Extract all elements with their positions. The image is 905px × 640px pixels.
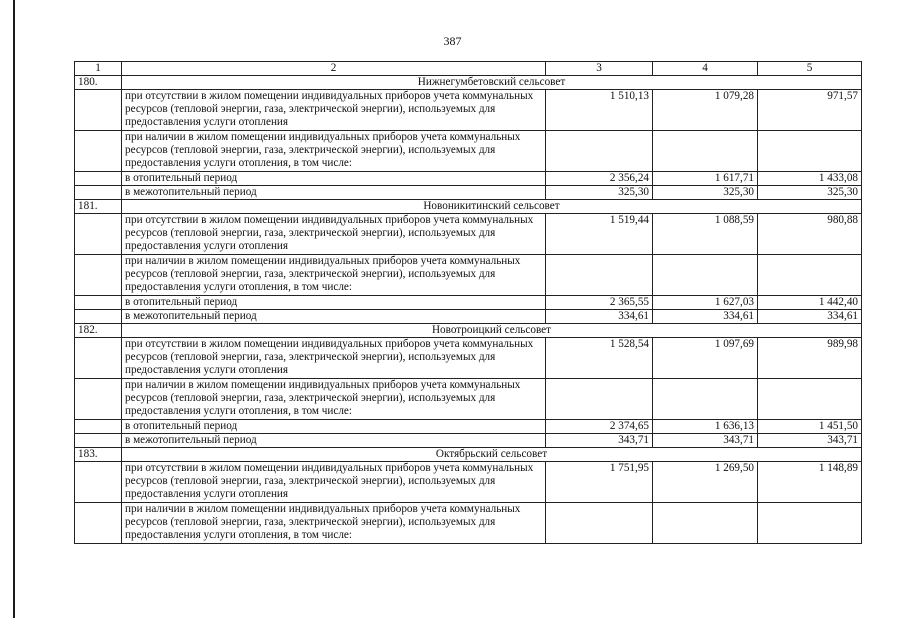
table-row — [75, 338, 862, 379]
table-row — [75, 503, 862, 544]
row-description: в межотопительный период — [122, 310, 546, 324]
value-col-4 — [653, 255, 758, 296]
row-number-cell — [75, 296, 122, 310]
row-number-cell — [75, 172, 122, 186]
row-description: при наличии в жилом помещении индивидуальных приборов учета коммунальных ресурсов (тепловой энергии, газа, электрической энергии), используемых для предоставления услуги отопления, в том числе: — [122, 379, 546, 420]
table-row — [75, 214, 862, 255]
scan-edge-rule — [13, 0, 15, 618]
value-col-5: 325,30 — [758, 186, 862, 200]
header-cell-4: 4 — [653, 62, 758, 76]
value-col-3 — [546, 131, 653, 172]
value-col-3 — [546, 255, 653, 296]
table-row — [75, 310, 862, 324]
value-col-4: 325,30 — [653, 186, 758, 200]
value-col-3: 2 365,55 — [546, 296, 653, 310]
section-number: 183. — [75, 448, 122, 462]
row-number-cell — [75, 90, 122, 131]
row-number-cell — [75, 462, 122, 503]
value-col-3: 1 751,95 — [546, 462, 653, 503]
section-header-row — [75, 200, 862, 214]
value-col-3 — [546, 503, 653, 544]
row-description: в отопительный период — [122, 296, 546, 310]
value-col-4: 1 627,03 — [653, 296, 758, 310]
value-col-5 — [758, 379, 862, 420]
value-col-4: 1 636,13 — [653, 420, 758, 434]
tariff-table-body — [75, 62, 862, 544]
value-col-3 — [546, 379, 653, 420]
row-description: в отопительный период — [122, 172, 546, 186]
value-col-3: 1 519,44 — [546, 214, 653, 255]
table-row — [75, 172, 862, 186]
value-col-4: 1 088,59 — [653, 214, 758, 255]
row-description: при наличии в жилом помещении индивидуальных приборов учета коммунальных ресурсов (тепловой энергии, газа, электрической энергии), используемых для предоставления услуги отопления, в том числе: — [122, 255, 546, 296]
value-col-4: 334,61 — [653, 310, 758, 324]
section-header-row — [75, 324, 862, 338]
row-description: при отсутствии в жилом помещении индивидуальных приборов учета коммунальных ресурсов (тепловой энергии, газа, электрической энергии), используемых для предоставления услуги отопления — [122, 90, 546, 131]
table-row — [75, 255, 862, 296]
row-number-cell — [75, 310, 122, 324]
value-col-5 — [758, 255, 862, 296]
row-description: в отопительный период — [122, 420, 546, 434]
value-col-4 — [653, 379, 758, 420]
section-title: Нижнегумбетовский сельсовет — [122, 76, 862, 90]
section-title: Октябрьский сельсовет — [122, 448, 862, 462]
row-number-cell — [75, 338, 122, 379]
row-number-cell — [75, 503, 122, 544]
table-row — [75, 131, 862, 172]
table-row — [75, 462, 862, 503]
value-col-4: 1 269,50 — [653, 462, 758, 503]
row-number-cell — [75, 255, 122, 296]
section-number: 180. — [75, 76, 122, 90]
section-number: 181. — [75, 200, 122, 214]
row-description: при отсутствии в жилом помещении индивидуальных приборов учета коммунальных ресурсов (тепловой энергии, газа, электрической энергии), используемых для предоставления услуги отопления — [122, 214, 546, 255]
value-col-5 — [758, 503, 862, 544]
row-description: при отсутствии в жилом помещении индивидуальных приборов учета коммунальных ресурсов (тепловой энергии, газа, электрической энергии), используемых для предоставления услуги отопления — [122, 462, 546, 503]
value-col-4: 343,71 — [653, 434, 758, 448]
section-header-row — [75, 76, 862, 90]
value-col-3: 334,61 — [546, 310, 653, 324]
table-row — [75, 186, 862, 200]
row-description: в межотопительный период — [122, 186, 546, 200]
row-number-cell — [75, 379, 122, 420]
page-number: 387 — [443, 34, 462, 48]
tariff-table — [74, 61, 862, 544]
header-cell-2: 2 — [122, 62, 546, 76]
value-col-4 — [653, 131, 758, 172]
row-description: при наличии в жилом помещении индивидуальных приборов учета коммунальных ресурсов (тепловой энергии, газа, электрической энергии), используемых для предоставления услуги отопления, в том числе: — [122, 131, 546, 172]
value-col-4: 1 617,71 — [653, 172, 758, 186]
row-description: в межотопительный период — [122, 434, 546, 448]
value-col-5: 1 148,89 — [758, 462, 862, 503]
value-col-3: 325,30 — [546, 186, 653, 200]
value-col-4 — [653, 503, 758, 544]
header-cell-1: 1 — [75, 62, 122, 76]
header-row — [75, 62, 862, 76]
value-col-5: 980,88 — [758, 214, 862, 255]
value-col-3: 2 374,65 — [546, 420, 653, 434]
header-cell-5: 5 — [758, 62, 862, 76]
row-number-cell — [75, 214, 122, 255]
value-col-5: 1 442,40 — [758, 296, 862, 310]
value-col-3: 343,71 — [546, 434, 653, 448]
table-row — [75, 296, 862, 310]
table-row — [75, 434, 862, 448]
value-col-5 — [758, 131, 862, 172]
section-header-row — [75, 448, 862, 462]
row-number-cell — [75, 131, 122, 172]
row-number-cell — [75, 186, 122, 200]
section-title: Новотроицкий сельсовет — [122, 324, 862, 338]
table-row — [75, 379, 862, 420]
section-number: 182. — [75, 324, 122, 338]
row-description: при отсутствии в жилом помещении индивидуальных приборов учета коммунальных ресурсов (тепловой энергии, газа, электрической энергии), используемых для предоставления услуги отопления — [122, 338, 546, 379]
value-col-5: 334,61 — [758, 310, 862, 324]
value-col-5: 1 433,08 — [758, 172, 862, 186]
value-col-3: 1 528,54 — [546, 338, 653, 379]
value-col-5: 971,57 — [758, 90, 862, 131]
value-col-4: 1 097,69 — [653, 338, 758, 379]
table-row — [75, 420, 862, 434]
value-col-5: 989,98 — [758, 338, 862, 379]
section-title: Новоникитинский сельсовет — [122, 200, 862, 214]
value-col-4: 1 079,28 — [653, 90, 758, 131]
value-col-3: 1 510,13 — [546, 90, 653, 131]
table-row — [75, 90, 862, 131]
row-description: при наличии в жилом помещении индивидуальных приборов учета коммунальных ресурсов (тепловой энергии, газа, электрической энергии), используемых для предоставления услуги отопления, в том числе: — [122, 503, 546, 544]
row-number-cell — [75, 420, 122, 434]
value-col-5: 1 451,50 — [758, 420, 862, 434]
value-col-5: 343,71 — [758, 434, 862, 448]
value-col-3: 2 356,24 — [546, 172, 653, 186]
row-number-cell — [75, 434, 122, 448]
header-cell-3: 3 — [546, 62, 653, 76]
